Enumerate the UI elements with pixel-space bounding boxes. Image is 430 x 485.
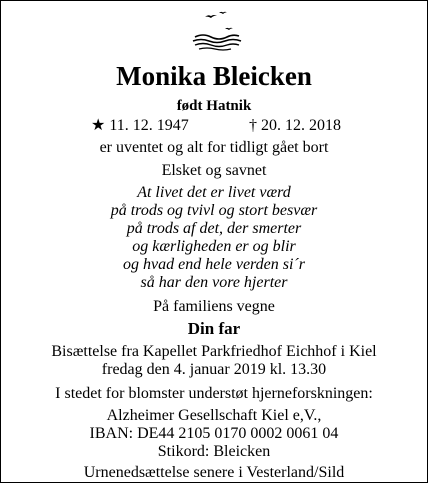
- passing-text: er uventet og alt for tidligt gået bort: [99, 139, 329, 156]
- poem-line: på trods af det, der smerter: [126, 220, 302, 237]
- birth-name: født Hatnik: [176, 98, 252, 114]
- donation-intro: I stedet for blomster understøt hjerneforskningen:: [55, 385, 373, 402]
- donation-line: Stikord: Bleicken: [157, 443, 271, 460]
- family-text: På familiens vegne: [153, 298, 275, 315]
- death-date: † 20. 12. 2018: [249, 117, 341, 134]
- poem-line: og kærligheden er og blir: [132, 238, 296, 255]
- birth-date: ★ 11. 12. 1947: [91, 117, 189, 134]
- loved-missed-text: Elsket og savnet: [161, 162, 267, 179]
- signature: Din far: [187, 319, 241, 338]
- funeral-line: fredag den 4. januar 2019 kl. 13.30: [101, 361, 327, 378]
- funeral-line: Bisættelse fra Kapellet Parkfriedhof Eichhof i Kiel: [51, 343, 377, 360]
- burial-text: Urnenedsættelse senere i Vesterland/Sild: [83, 464, 345, 481]
- deceased-name: Monika Bleicken: [116, 61, 312, 91]
- donation-line: IBAN: DE44 2105 0170 0002 0061 04: [89, 425, 339, 442]
- birds-over-sea-icon: [191, 9, 243, 55]
- poem-line: og hvad end hele verden si´r: [122, 256, 305, 273]
- poem-line: på trods og tvivl og stort besvær: [110, 202, 318, 219]
- poem-line: At livet det er livet værd: [137, 184, 291, 201]
- poem-line: så har den vore hjerter: [140, 274, 288, 291]
- donation-line: Alzheimer Gesellschaft Kiel e,V.,: [106, 407, 322, 424]
